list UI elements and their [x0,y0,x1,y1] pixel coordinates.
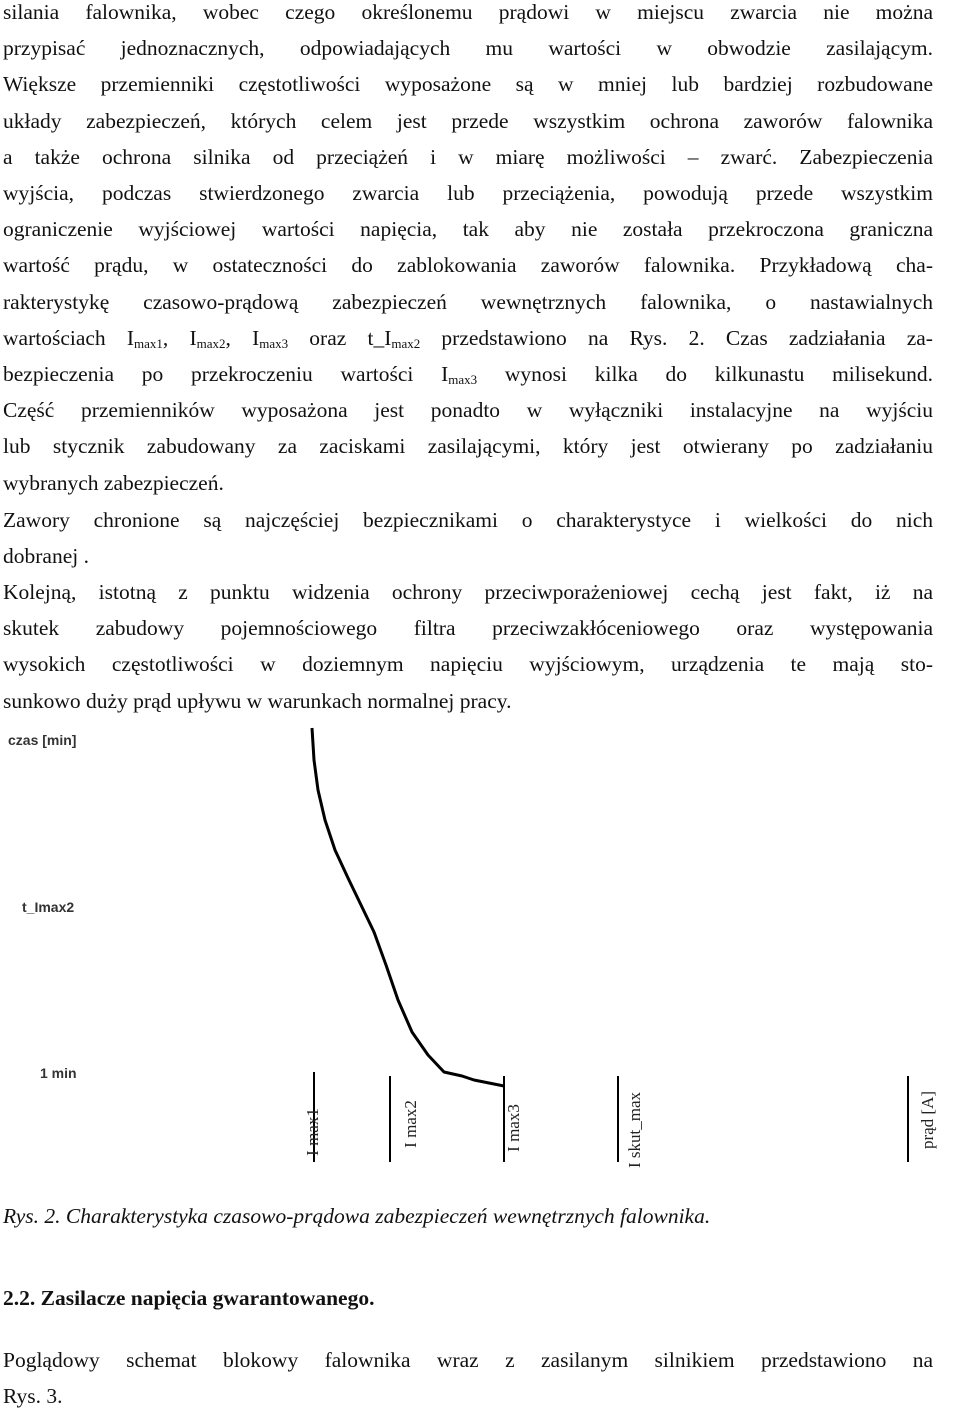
text-line: silania falownika, wobec czego określonemu prądowi w miejscu zwarcia nie można [3,0,933,24]
text-line: skutek zabudowy pojemnościowego filtra przeciwzakłóceniowego oraz występowania [3,616,933,641]
text-line: Zawory chronione są najczęściej bezpiecznikami o charakterystyce i wielkości do nich [3,508,933,532]
x-axis-label: prąd [A] [918,1090,937,1150]
characteristic-chart [0,720,960,1190]
text-line: Rys. 3. [3,1384,63,1409]
text-line: wybranych zabezpieczeń. [3,470,224,495]
text-line: Większe przemienniki częstotliwości wyposażone są w mniej lub bardziej rozbudowane [3,72,933,97]
text-line-with-subscripts: bezpieczenia po przekroczeniu wartości $I_{max3}$ wynosi kilka do kilkunastu milisekund. [3,362,933,388]
y-tick-label-t-imax2: t_Imax2 [22,899,75,915]
text-line: rakterystykę czasowo-prądową zabezpieczeń wewnętrznych falownika, o nastawialnych [3,289,933,314]
text-line: wartość prądu, w ostateczności do zablokowania zaworów falownika. Przykładową cha- [3,253,933,278]
text-line: Poglądowy schemat blokowy falownika wraz z zasilanym silnikiem przedstawiono na [3,1348,933,1372]
paragraph-leakage [3,574,933,719]
y-tick-label-1-min: 1 min [40,1065,77,1081]
text-line: ograniczenie wyjściowej wartości napięcia, tak aby nie została przekroczona graniczna [3,217,933,242]
time-current-characteristic-figure [0,720,960,1190]
characteristic-curve [312,728,504,1086]
x-tick-label-imax1: I max1 [303,1108,322,1156]
paragraph-fuses [3,502,933,574]
x-tick-label-iskut-max: I skut_max [625,1091,644,1169]
text-line: sunkowo duży prąd upływu w warunkach normalnej pracy. [3,688,512,713]
text-line: wysokich częstotliwości w doziemnym napięciu wyjściowym, urządzenia te mają sto- [3,652,933,677]
paragraph-intro [3,0,933,501]
paragraph-block-diagram [3,1342,933,1414]
text-line: układy zabezpieczeń, których celem jest przede wszystkim ochrona zaworów falownika [3,108,933,133]
text-line: Część przemienników wyposażona jest ponadto w wyłączniki instalacyjne na wyjściu [3,398,933,423]
y-axis-label: czas [min] [8,732,77,748]
text-line: wyjścia, podczas stwierdzonego zwarcia lub przeciążenia, powodują przede wszystkim [3,181,933,206]
text-line: lub stycznik zabudowany za zaciskami zasilającymi, który jest otwierany po zadziałaniu [3,434,933,459]
figure-caption: Rys. 2. Charakterystyka czasowo-prądowa zabezpieczeń wewnętrznych falownika. [3,1204,711,1228]
text-line: Kolejną, istotną z punktu widzenia ochrony przeciwporażeniowej cechą jest fakt, iż na [3,580,933,604]
text-line: dobranej . [3,544,89,569]
text-line-with-subscripts: wartościach $I_{max1}$, $I_{max2}$, $I_{max3}$ oraz $t\_I_{max2}$ przedstawiono na Rys. 2. Czas zadziałania za- [3,325,933,351]
section-heading: 2.2. Zasilacze napięcia gwarantowanego. [3,1286,375,1310]
text-line: a także ochrona silnika od przeciążeń i w miarę możliwości – zwarć. Zabezpieczenia [3,144,933,169]
x-tick-label-imax3: I max3 [504,1104,523,1152]
text-line: przypisać jednoznacznych, odpowiadających mu wartości w obwodzie zasilającym. [3,36,933,61]
x-tick-label-imax2: I max2 [401,1100,420,1148]
